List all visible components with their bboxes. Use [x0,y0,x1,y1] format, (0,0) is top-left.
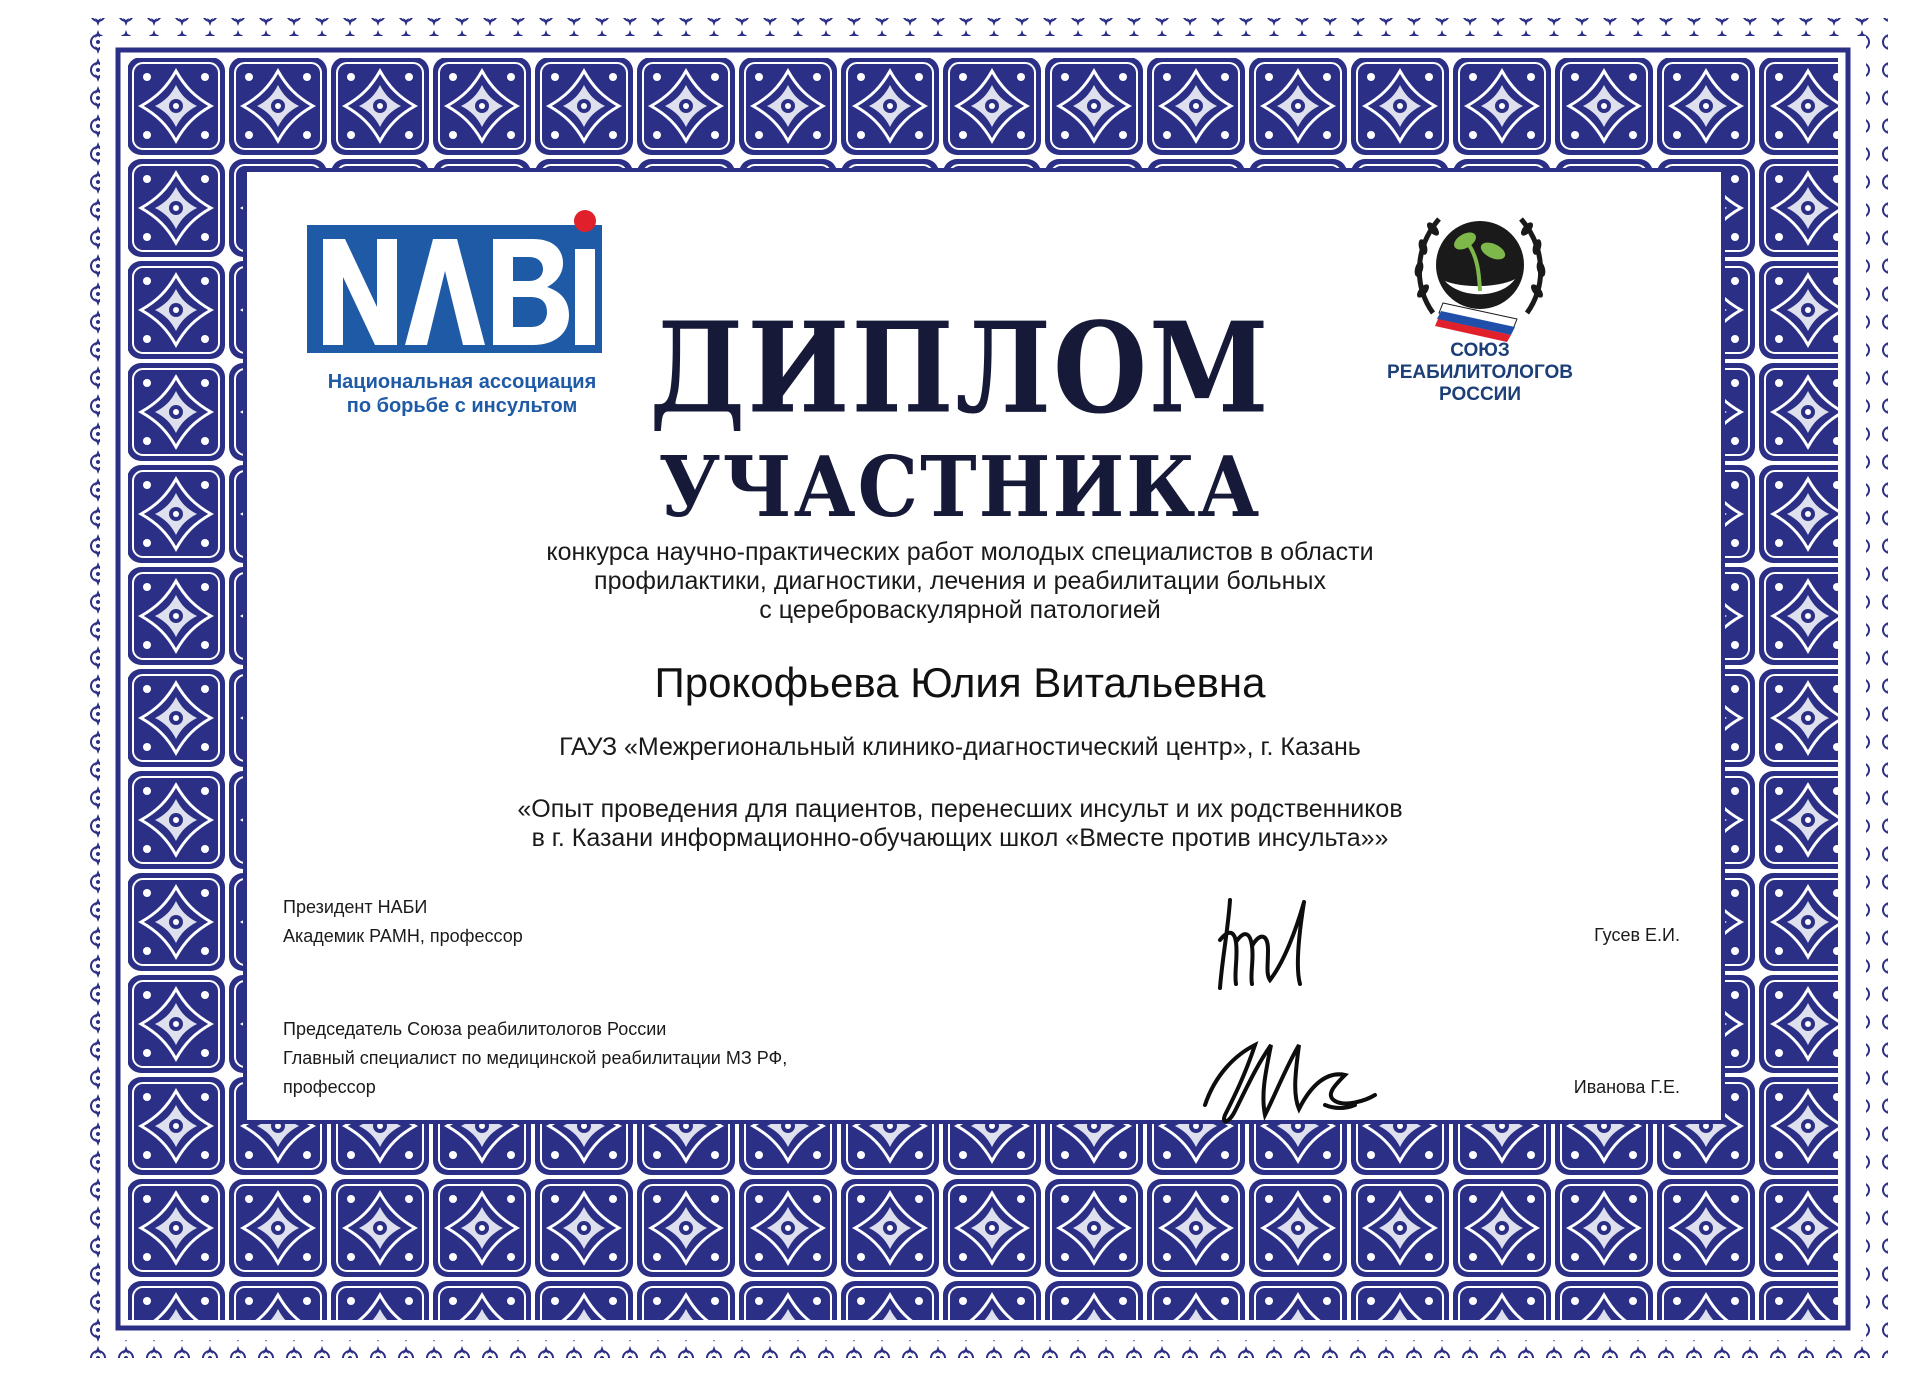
diploma-subtitle: УЧАСТНИКА [658,438,1262,536]
recipient-name: Прокофьева Юлия Витальевна [654,659,1266,706]
contest-description: конкурса научно-практических работ молодых специалистов в области профилактики, диагностики, лечения и реабилитации больных с цереброваскулярной патологией [546,538,1374,624]
signature-2-icon [1195,1015,1385,1135]
signatory-1-name: Гусев Е.И. [1594,925,1680,945]
organization: ГАУЗ «Межрегиональный клинико-диагностический центр», г. Казань [559,733,1361,761]
signature-1-icon [1200,880,1390,1000]
union-name: СОЮЗ РЕАБИЛИТОЛОГОВ РОССИИ [1387,340,1573,405]
work-title: «Опыт проведения для пациентов, перенесших инсульт и их родственников в г. Казани информационно-обучающих школ «Вместе против инсульта»» [517,795,1403,852]
signatory-2-titles: Председатель Союза реабилитологов России Главный специалист по медицинской реабилитации МЗ РФ, профессор [283,1019,788,1097]
diploma-title: ДИПЛОМ [649,296,1271,442]
signatory-1-titles: Президент НАБИ Академик РАМН, профессор [283,897,523,946]
nabi-subtitle: Национальная ассоциация по борьбе с инсультом [327,371,597,417]
laurel-emblem-icon [1405,195,1555,345]
signatory-2-name: Иванова Г.Е. [1573,1077,1680,1097]
union-rehabilitologists-logo [1370,195,1590,425]
